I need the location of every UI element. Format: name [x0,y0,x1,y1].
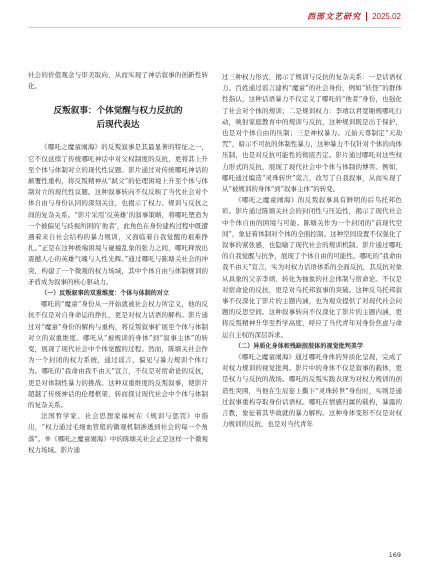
subsection-heading-1: （一）反叛叙事的双重维度：个体与体制的对立 [41,290,170,298]
left-column [28,70,208,456]
journal-name: 西部文艺研究 [307,10,362,21]
header-divider [366,12,367,21]
page-number: 169 [388,551,401,559]
section-title [28,104,208,132]
body-paragraph: 法国哲学家、社会思想家福柯在《规训与惩罚》中指出，“权力通过毛细血管般的微观机制渗透到社会的每一个角落”。®《哪吒之魔童闹海》中的陈塘关社会正是这样一个微观权力场域。影片通 [28,412,208,454]
body-paragraph: 哪吒的“魔童”身份从一开始就被社会权力所定义，他的反抗不仅是对自身命运的挣扎，更是对权力话语的解构。影片通过对“魔童”身份的解构与重构，将反叛叙事扩展至个体与体制对立的双重维度。哪吒从“被规训的身体”到“叙事主体”的转变，展现了现代社会中个体觉醒的过程。然而，陈塘关社会作为一个封闭的权力系统，通过谣言、偏见与暴力规训个体行为。哪吒的“我命由我不由天”宣言，不仅是对宿命论的反抗，更是对体制性暴力的挑战。这种双重维度的反叛叙事，使影片超越了传统神话的伦理框架，转而探讨现代社会中个体与体制的复杂关系。 [28,300,208,410]
issue-number: 2025.02 [372,11,401,21]
running-header [307,8,401,24]
header-rule [28,27,401,28]
body-paragraph: 《哪吒之魔童闹海》的反叛叙事具有鲜明的后乌托邦色彩。影片通过陈塘关社会的封闭性与压迫性，揭示了现代社会中个体自由的困境与可能。陈塘关作为一个封闭的“前现代空间”，象征着体制对个体的全面控制。这种空间设置不仅强化了叙事的紧张感，也隐喻了现代社会的规训机制。影片通过哪吒的自我觉醒与抗争，展现了个体自由的可能性。哪吒的“我命由我不由天”宣言，实为对权力话语体系的全面反抗，其反抗对象从具象的父亲李靖、转化为抽象的社会体制与宿命论。不仅是对宿命论的反抗，更是对乌托邦叙事的突破。这种反乌托邦叙事不仅深化了影片的主题内涵，也为观众提供了对现代社会问题的反思空间。这种叙事转向不仅深化了影片的主题内涵，更将反叛精神升华至哲学高度，呼应了当代青年对身份焦虑与命运自主权的深层诉求。 [222,196,402,339]
body-paragraph: 《哪吒之魔童闹海》通过哪吒身体的异质化呈现，完成了对权力规训的视觉批判。影片中的身体不仅是叙事的载体，更是权力与反抗的战场。哪吒的反叛实践表现为对权力规训的创造性突围，当他在生辰宴上撕下“灵珠转世”身份时，实则是通过叙事重构夺取身份话语权。哪吒在情感归属的载构，暴露的言教，象征着其毕故就的暴力解构。这种身体变形不仅是对权力规训的反抗，也是对当代青年 [222,353,402,429]
subsection-heading-2: （二）异质化身体和残缺肢肢体的视觉批判美学 [235,342,364,350]
section-title-line-1: 反叛叙事：个体觉醒与权力反抗的 [53,106,183,117]
right-column [222,72,402,431]
body-paragraph: 过三种权力形式，揭示了规训与反抗的复杂关系：一是话语权力。百姓通过谣言建构“魔童”的社会身份，例如“妖怪”的群体性指认，这种话语暴力不仅定义了哪吒的“他者”身份，也强化了社会对个体的规训；二是规训权力：李靖以君宽厢规哪吒行动，映射家庭教育中的规训与反抗，这种规训既是出于保护，也是对个体自由的压制；三是神权暴力。元始天尊制定“天劫咒”，暗示不可抗的体制性暴力，这种暴力不仅针对个体的肉体压制，也是对反抗可能性的彻底否定。影片通过哪吒对这些权力形式的反抗，展现了现代社会中个体与体制的博弈。例如，哪吒通过编造“灵珠转世”谎言，改写了自我叙事，从而实现了从“被规训的身体”到“叙事主体”的转变。 [222,73,402,194]
body-paragraph: 《哪吒之魔童闹海》的反叛叙事是其最显著的特征之一，它不仅延续了传统哪吒神话中对父权制度的反抗，更将其上升至个体与体制对立的现代性议题。影片通过对传统哪吒神话的颠覆性重构，将反叛精神从“弑父”的伦理困境上升至个体与体制对立的现代性议题。这种叙事转向不仅反映了当代社会对个体自由与身份认同的深刻关注，也揭示了权力、规训与反抗之间的复杂关系。“影片采用‘反英雄’的叙事策略，将哪吒塑造为一个被偏见与歧视所困的‘他者’，此角色在身份建构过程中既遭遇着来自社会结构的暴力规训，又面临着自我觉醒的艰难挣扎。”正是在这种极端困境与碰撞乱象的张力之间，哪吒释放出震撼人心的英雄气魄与人性光辉。”通过哪吒与陈塘关社会的冲突，构建了一个微观的权力场域，其中个体自由与体制规训的矛盾成为叙事的核心驱动力。 [28,143,208,286]
intro-paragraph: 社会的价值观念与审美取向，从而实现了神话叙事的创新性转化。 [28,71,208,91]
section-title-line-2: 后现代表达 [96,120,140,131]
